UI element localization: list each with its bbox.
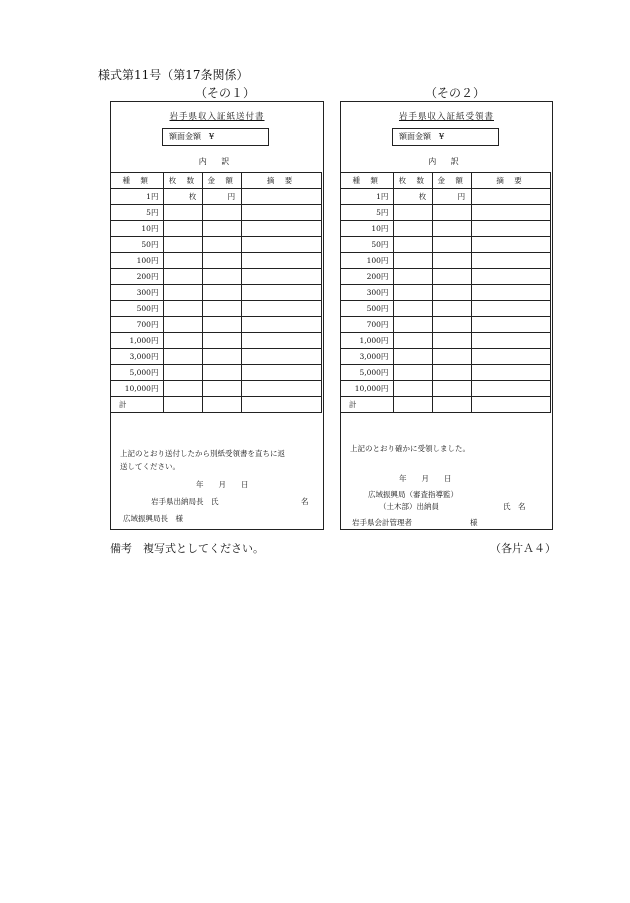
amount-cell[interactable]	[203, 349, 242, 365]
table-row	[341, 301, 551, 317]
remarks-cell[interactable]	[472, 397, 551, 413]
amount-cell[interactable]	[433, 253, 472, 269]
total-label-cell: 計	[341, 397, 394, 413]
count-cell[interactable]	[164, 237, 203, 253]
amount-cell[interactable]	[203, 381, 242, 397]
amount-cell[interactable]	[203, 333, 242, 349]
denomination-cell: 5,000円	[111, 365, 164, 381]
column-header-remarks: 摘 要	[242, 173, 322, 189]
denomination-cell: 5円	[111, 205, 164, 221]
amount-cell[interactable]	[433, 349, 472, 365]
amount-cell[interactable]	[203, 365, 242, 381]
remarks-cell[interactable]	[472, 205, 551, 221]
count-cell[interactable]	[394, 365, 433, 381]
denomination-cell: 200円	[341, 269, 394, 285]
count-cell[interactable]: 枚	[394, 189, 433, 205]
denomination-cell: 100円	[111, 253, 164, 269]
table-row	[341, 333, 551, 349]
table-row	[111, 333, 322, 349]
remarks-cell[interactable]	[472, 285, 551, 301]
remarks-cell[interactable]	[242, 269, 322, 285]
denomination-cell: 200円	[111, 269, 164, 285]
receipt-note: 上記のとおり確かに受領しました。	[350, 444, 470, 453]
remarks-cell[interactable]	[472, 253, 551, 269]
amount-cell[interactable]	[203, 301, 242, 317]
send-date: 年 月 日	[196, 480, 249, 489]
remarks-cell[interactable]	[472, 237, 551, 253]
count-cell[interactable]	[394, 221, 433, 237]
amount-cell[interactable]: 円	[433, 189, 472, 205]
remarks-cell[interactable]	[472, 189, 551, 205]
remarks-cell[interactable]	[242, 397, 322, 413]
table-row	[111, 317, 322, 333]
amount-cell[interactable]	[433, 381, 472, 397]
denomination-cell: 5,000円	[341, 365, 394, 381]
sender-label: 岩手県出納局長 氏	[151, 497, 219, 506]
table-row	[111, 253, 322, 269]
remarks-cell[interactable]	[242, 189, 322, 205]
amount-cell[interactable]	[203, 269, 242, 285]
table-row	[341, 237, 551, 253]
denomination-cell: 10,000円	[341, 381, 394, 397]
remarks-cell[interactable]	[242, 317, 322, 333]
cashier-label: （土木部）出納員	[379, 502, 439, 511]
table-row	[111, 237, 322, 253]
count-cell[interactable]	[394, 333, 433, 349]
remarks-cell[interactable]	[242, 205, 322, 221]
receipt-form-panel	[340, 101, 553, 530]
column-header-count: 枚 数	[164, 173, 203, 189]
amount-cell[interactable]: 円	[203, 189, 242, 205]
table-header-row	[111, 173, 322, 189]
table-row	[111, 205, 322, 221]
table-header-row	[341, 173, 551, 189]
face-amount-field[interactable]: 額面金額 ¥	[392, 128, 499, 146]
remarks-cell[interactable]	[242, 221, 322, 237]
amount-cell[interactable]	[203, 317, 242, 333]
count-cell[interactable]	[164, 221, 203, 237]
denomination-cell: 1,000円	[341, 333, 394, 349]
count-cell[interactable]	[394, 397, 433, 413]
count-cell[interactable]	[394, 301, 433, 317]
amount-cell[interactable]	[433, 269, 472, 285]
denomination-cell: 50円	[341, 237, 394, 253]
receipt-addressee-suffix: 様	[470, 518, 478, 527]
send-form-panel	[110, 101, 324, 530]
table-row	[341, 221, 551, 237]
remarks-cell[interactable]	[242, 301, 322, 317]
count-cell[interactable]	[394, 205, 433, 221]
receipt-date: 年 月 日	[399, 474, 452, 483]
receipt-form-title: 岩手県収入証紙受領書	[398, 112, 494, 122]
column-header-amount: 金 額	[433, 173, 472, 189]
amount-cell[interactable]	[433, 285, 472, 301]
amount-cell[interactable]	[203, 221, 242, 237]
send-addressee: 広域振興局長 様	[123, 514, 183, 523]
amount-cell[interactable]	[433, 205, 472, 221]
table-row	[111, 269, 322, 285]
table-row	[341, 349, 551, 365]
denomination-cell: 3,000円	[111, 349, 164, 365]
table-row	[111, 285, 322, 301]
table-row	[111, 189, 322, 205]
remarks-cell[interactable]	[472, 381, 551, 397]
count-cell[interactable]	[164, 381, 203, 397]
count-cell[interactable]	[394, 253, 433, 269]
denomination-cell: 500円	[111, 301, 164, 317]
office-label: 広域振興局（審査指導監）	[368, 490, 458, 499]
remarks-cell[interactable]	[242, 365, 322, 381]
denomination-cell: 700円	[341, 317, 394, 333]
column-header-remarks: 摘 要	[472, 173, 551, 189]
denomination-cell: 100円	[341, 253, 394, 269]
count-cell[interactable]	[164, 285, 203, 301]
table-row	[341, 253, 551, 269]
count-cell[interactable]	[394, 237, 433, 253]
denomination-cell: 3,000円	[341, 349, 394, 365]
send-note: 上記のとおり送付したから別紙受領書を直ちに返 送してください。	[120, 449, 285, 471]
table-row	[341, 269, 551, 285]
remarks-cell[interactable]	[242, 253, 322, 269]
part-1-label: （その１）	[195, 86, 256, 100]
remarks-cell[interactable]	[242, 285, 322, 301]
denomination-cell: 1円	[341, 189, 394, 205]
amount-cell[interactable]	[433, 333, 472, 349]
table-row	[111, 221, 322, 237]
denomination-cell: 700円	[111, 317, 164, 333]
count-cell[interactable]	[164, 397, 203, 413]
column-header-amount: 金 額	[203, 173, 242, 189]
remarks-cell[interactable]	[472, 333, 551, 349]
remarks-note: 備考 複写式としてください。	[110, 542, 264, 555]
denomination-cell: 5円	[341, 205, 394, 221]
denomination-cell: 300円	[111, 285, 164, 301]
table-row	[341, 381, 551, 397]
total-row	[111, 397, 322, 413]
count-cell[interactable]	[394, 269, 433, 285]
amount-cell[interactable]	[433, 237, 472, 253]
column-header-type: 種 類	[111, 173, 164, 189]
count-cell[interactable]: 枚	[164, 189, 203, 205]
denomination-cell: 50円	[111, 237, 164, 253]
stamp-breakdown-table	[340, 172, 551, 413]
paper-size-note: （各片Ａ４）	[490, 542, 556, 555]
amount-cell[interactable]	[433, 365, 472, 381]
receipt-addressee: 岩手県会計管理者	[352, 518, 412, 527]
remarks-cell[interactable]	[242, 381, 322, 397]
remarks-cell[interactable]	[472, 269, 551, 285]
amount-cell[interactable]	[203, 237, 242, 253]
breakdown-heading: 内 訳	[198, 157, 236, 166]
denomination-cell: 10円	[341, 221, 394, 237]
denomination-cell: 10,000円	[111, 381, 164, 397]
remarks-cell[interactable]	[472, 317, 551, 333]
denomination-cell: 500円	[341, 301, 394, 317]
table-row	[111, 381, 322, 397]
column-header-count: 枚 数	[394, 173, 433, 189]
amount-cell[interactable]	[203, 397, 242, 413]
count-cell[interactable]	[164, 365, 203, 381]
table-row	[111, 349, 322, 365]
count-cell[interactable]	[394, 381, 433, 397]
denomination-cell: 300円	[341, 285, 394, 301]
denomination-cell: 10円	[111, 221, 164, 237]
total-row	[341, 397, 551, 413]
stamp-breakdown-table	[110, 172, 322, 413]
part-2-label: （その２）	[425, 86, 486, 100]
face-amount-field[interactable]: 額面金額 ¥	[162, 128, 269, 146]
amount-cell[interactable]	[203, 253, 242, 269]
table-row	[341, 317, 551, 333]
denomination-cell: 1,000円	[111, 333, 164, 349]
send-form-title: 岩手県収入証紙送付書	[169, 112, 265, 122]
count-cell[interactable]	[164, 317, 203, 333]
remarks-cell[interactable]	[472, 365, 551, 381]
amount-cell[interactable]	[203, 285, 242, 301]
amount-cell[interactable]	[433, 397, 472, 413]
count-cell[interactable]	[164, 301, 203, 317]
name-label: 氏 名	[503, 502, 526, 511]
table-row	[341, 205, 551, 221]
amount-cell[interactable]	[203, 205, 242, 221]
count-cell[interactable]	[164, 253, 203, 269]
count-cell[interactable]	[164, 333, 203, 349]
remarks-cell[interactable]	[242, 237, 322, 253]
total-label-cell: 計	[111, 397, 164, 413]
count-cell[interactable]	[164, 205, 203, 221]
breakdown-heading: 内 訳	[428, 157, 465, 166]
remarks-cell[interactable]	[242, 333, 322, 349]
remarks-cell[interactable]	[472, 301, 551, 317]
column-header-type: 種 類	[341, 173, 394, 189]
denomination-cell: 1円	[111, 189, 164, 205]
amount-cell[interactable]	[433, 221, 472, 237]
count-cell[interactable]	[394, 349, 433, 365]
form-number-title: 様式第11号（第17条関係）	[98, 68, 249, 82]
remarks-cell[interactable]	[472, 221, 551, 237]
table-row	[111, 365, 322, 381]
table-row	[341, 285, 551, 301]
count-cell[interactable]	[394, 317, 433, 333]
count-cell[interactable]	[164, 269, 203, 285]
count-cell[interactable]	[394, 285, 433, 301]
amount-cell[interactable]	[433, 317, 472, 333]
remarks-cell[interactable]	[472, 349, 551, 365]
sender-name-label: 名	[301, 497, 309, 506]
table-row	[341, 365, 551, 381]
table-row	[341, 189, 551, 205]
count-cell[interactable]	[164, 349, 203, 365]
amount-cell[interactable]	[433, 301, 472, 317]
table-row	[111, 301, 322, 317]
remarks-cell[interactable]	[242, 349, 322, 365]
